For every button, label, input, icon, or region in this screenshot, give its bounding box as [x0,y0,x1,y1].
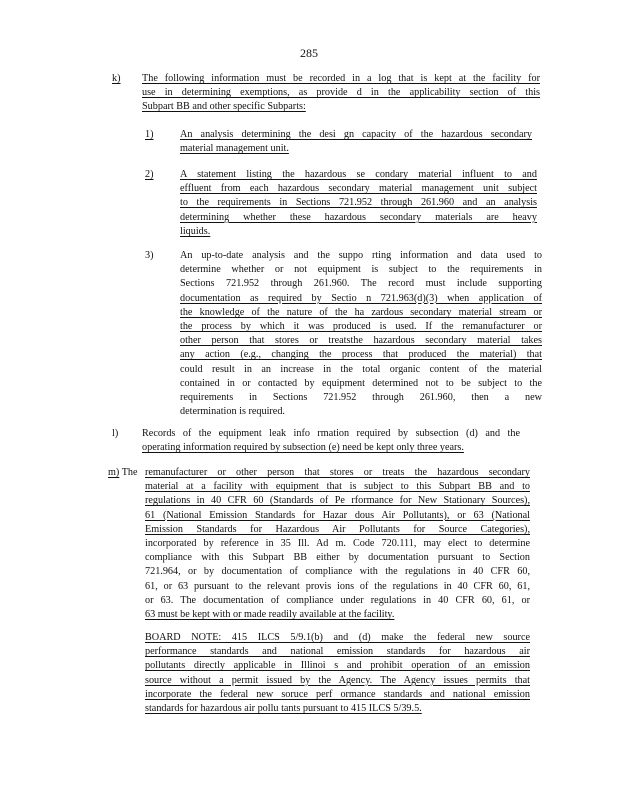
text-line: incorporated by reference in 35 Ill. Ad m. Code 720.111, may elect to determine [145,537,530,549]
text-line: Emission Standards for Hazardous Air Pollutants for Source Categories), [145,523,530,535]
item-l-text [142,427,520,455]
text-line: The following information must be recorded in a log that is kept at the facility for [142,73,540,84]
text-line: performance standards and national emission standards for hazardous air [145,646,530,658]
text-line: determination is required. [180,406,285,418]
text-line: An up-to-date analysis and the suppo rting information and data used to [180,250,542,261]
text-line: incorporate the federal new soruce perf ormance standards and national emission [145,688,530,700]
text-line: An analysis determining the desi gn capacity of the hazardous secondary [180,129,532,140]
text-line: liquids. [180,225,211,237]
text-line: operating information required by subsection (e) need be kept only three years. [142,442,464,454]
text-line: requirements in Sections 721.952 through 261.960, then a new [180,391,542,403]
item-k1-label: 1) [145,129,154,140]
text-line: 61, or 63 pursuant to the relevant provis ions of the regulations in 40 CFR 60, 61, [145,580,530,592]
item-l-label: l) [112,428,119,439]
item-k2-text [180,168,537,239]
text-line: contained in or contacted by equipment determined not to be subject to the [180,377,542,389]
text-line: 721.964, or by documentation of compliance with the regulations in 40 CFR 60, [145,566,530,578]
text-line: documentation as required by Sectio n 721.963(d)(3) when application of [180,292,542,304]
item-k3-text [180,249,542,419]
text-line: the process by which it was produced is used. If the remanufacturer or [180,320,542,332]
text-line: material at a facility with equipment that is subject to this Subpart BB and to [145,481,530,493]
text-line: Subpart BB and other specific Subparts: [142,101,306,113]
text-line: any action (e.g., changing the process that produced the material) that [180,349,542,361]
item-k-label: k) [112,73,121,84]
text-line: the knowledge of the nature of the ha zardous secondary material stream or [180,306,542,318]
text-line: use in determining exemptions, as provide d in the applicability section of this [142,87,540,99]
text-line: BOARD NOTE: 415 ILCS 5/9.1(b) and (d) make the federal new source [145,632,530,643]
text-line: A statement listing the hazardous se condary material influent to and [180,169,537,180]
text-line: effluent from each hazardous secondary material management unit subject [180,183,537,195]
text-line: regulations in 40 CFR 60 (Standards of Pe rformance for New Stationary Sources), [145,495,530,507]
text-line: source without a permit issued by the Agency. The Agency issues permits that [145,674,530,686]
text-line: determine whether or not equipment is subject to the requirements in [180,264,542,276]
text-line: could result in an increase in the total organic content of the material [180,363,542,375]
text-line: determining whether these hazardous secondary materials are heavy [180,211,537,223]
page-number: 285 [300,46,318,60]
text-line: compliance with this Subpart BB either by documentation pursuant to Section [145,552,530,564]
text-line: remanufacturer or other person that stores or treats the hazardous secondary [145,467,530,478]
text-line: Records of the equipment leak info rmation required by subsection (d) and the [142,428,520,439]
text-line: material management unit. [180,143,289,155]
text-line: or 63. The documentation of compliance under regulations in 40 CFR 60, 61, or [145,594,530,606]
text-line: Sections 721.952 through 261.960. The record must include supporting [180,278,542,290]
item-k3-label: 3) [145,250,154,261]
board-note [145,631,530,716]
text-line: pollutants directly applicable in Illinoi s and prohibit operation of an emission [145,660,530,672]
item-k1-text [180,128,532,156]
item-m-text [145,466,530,622]
item-m-lead: The [121,467,138,478]
text-line: to the requirements in Sections 721.952 through 261.960 and an analysis [180,197,537,209]
item-k2-label: 2) [145,169,154,180]
item-m-label-wrap [108,466,138,480]
item-k-text [142,72,540,115]
item-m-label: m) [108,467,120,478]
text-line: standards for hazardous air pollu tants pursuant to 415 ILCS 5/39.5. [145,702,422,714]
text-line: 63 must be kept with or made readily available at the facility. [145,608,395,620]
text-line: other person that stores or treatsthe hazardous secondary material takes [180,335,542,347]
text-line: 61 (National Emission Standards for Hazar dous Air Pollutants), or 63 (National [145,509,530,521]
